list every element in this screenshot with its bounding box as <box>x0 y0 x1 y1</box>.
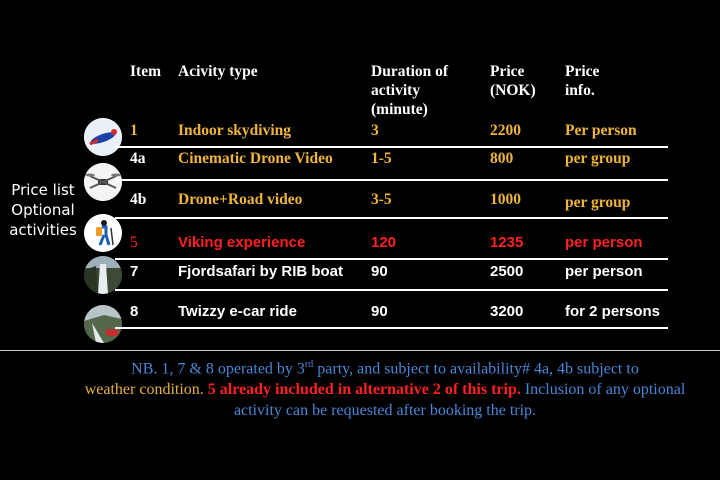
cell-activity: Viking experience <box>178 234 306 251</box>
cell-item: 1 <box>130 122 138 139</box>
row-separator <box>115 289 668 291</box>
cell-duration: 1-5 <box>371 150 392 167</box>
side-label-line1: Price list <box>11 181 75 199</box>
cell-duration: 90 <box>371 263 388 280</box>
cell-price: 1235 <box>490 234 524 251</box>
cell-price-info: per person <box>565 234 643 251</box>
cell-price-info: per group <box>565 194 631 211</box>
cell-price: 3200 <box>490 303 524 320</box>
cell-duration: 120 <box>371 234 397 251</box>
row-separator <box>115 258 668 260</box>
row-separator <box>115 146 668 148</box>
cell-duration: 3 <box>371 122 379 139</box>
cell-item: 5 <box>130 234 138 251</box>
table-row <box>0 263 720 285</box>
divider <box>0 350 720 351</box>
cell-price-info: per group <box>565 150 631 167</box>
table-row <box>0 150 720 172</box>
cell-activity: Cinematic Drone Video <box>178 150 333 167</box>
side-label-line3: activities <box>9 221 77 239</box>
cell-activity: Indoor skydiving <box>178 122 292 139</box>
cell-activity: Twizzy e-car ride <box>178 303 297 320</box>
cell-price-info: Per person <box>565 122 637 139</box>
header-price: Price (NOK) <box>490 63 536 99</box>
cell-item: 7 <box>130 263 139 280</box>
note-part2: party, and subject to availability# 4a, 4b subject to <box>313 360 639 378</box>
table-row <box>0 234 720 256</box>
cell-price-info: per person <box>565 263 643 280</box>
row-separator <box>115 179 668 181</box>
cell-item: 4a <box>130 150 146 167</box>
table-row <box>0 303 720 325</box>
cell-activity: Drone+Road video <box>178 191 303 208</box>
side-label-line2: Optional <box>11 201 75 219</box>
cell-price: 1000 <box>490 191 521 208</box>
row-separator <box>115 217 668 219</box>
cell-price: 2500 <box>490 263 524 280</box>
cell-price: 800 <box>490 150 514 167</box>
table-row <box>0 122 720 144</box>
header-item: Item <box>130 63 161 80</box>
cell-activity: Fjordsafari by RIB boat <box>178 263 344 280</box>
row-separator <box>115 327 668 329</box>
note-part3: weather condition. <box>84 381 208 399</box>
note-sup: rd <box>304 359 314 370</box>
note-part1: NB. 1, 7 & 8 operated by 3 <box>131 360 305 378</box>
cell-price-info: for 2 persons <box>565 303 661 320</box>
cell-duration: 3-5 <box>371 191 392 208</box>
header-activity: Acivity type <box>178 63 258 80</box>
cell-duration: 90 <box>371 303 388 320</box>
header-duration: Duration of activity (minute) <box>371 63 449 118</box>
cell-item: 8 <box>130 303 139 320</box>
cell-price: 2200 <box>490 122 521 139</box>
footnote <box>70 354 700 421</box>
table-row <box>0 191 720 213</box>
cell-item: 4b <box>130 191 147 208</box>
note-red: 5 already included in alternative 2 of this trip. <box>207 381 521 399</box>
header-price-info: Price info. <box>565 63 600 99</box>
note-part4: Inclusion of any optional activity can be requested after booking the trip. <box>233 381 686 420</box>
